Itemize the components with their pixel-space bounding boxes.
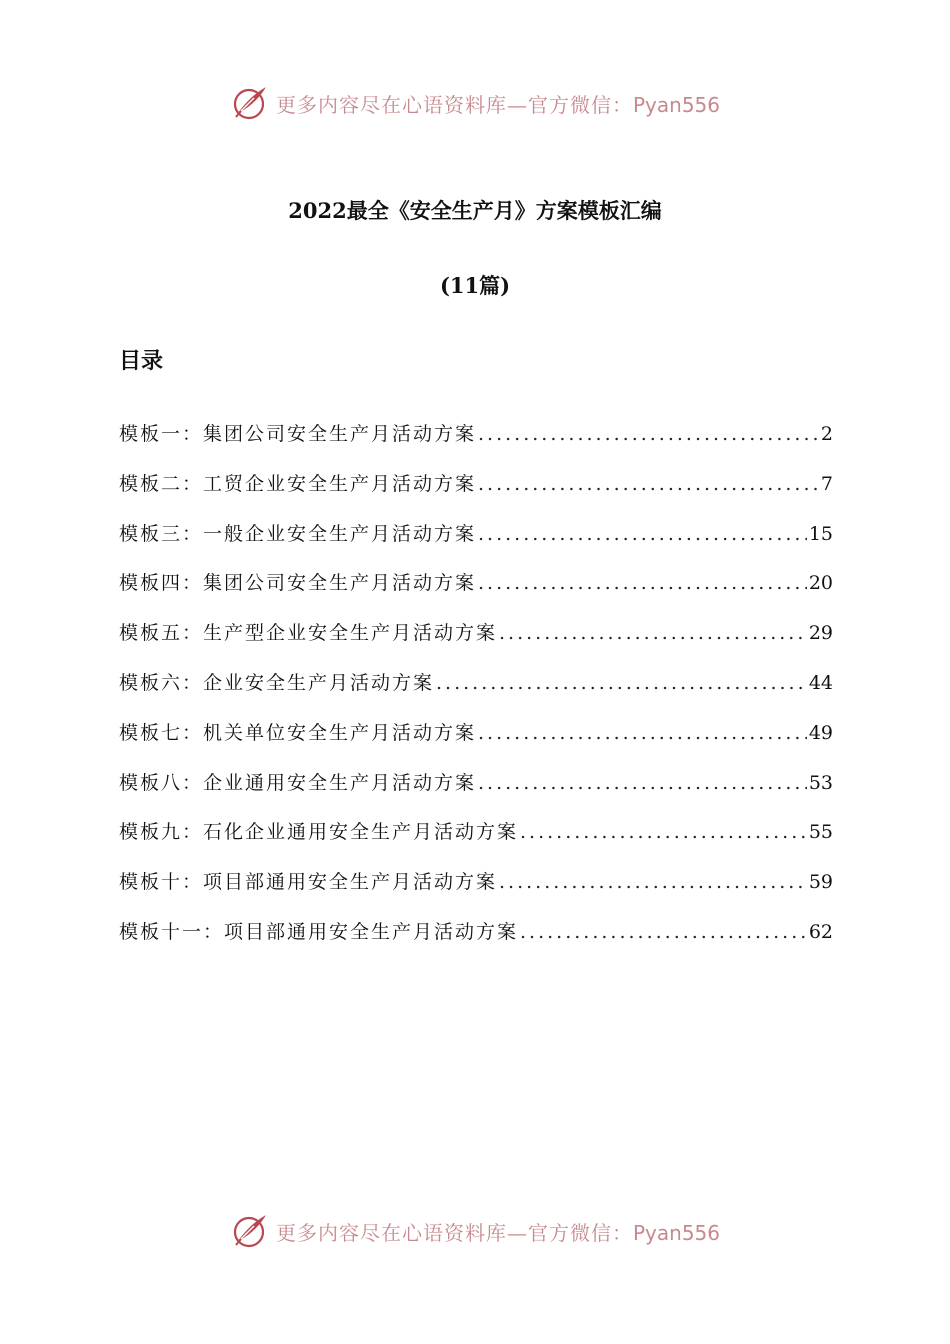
header-wechat-id: Pyan556: [632, 92, 720, 117]
toc-entry-page: 15: [808, 522, 833, 545]
toc-entry-label: 模板三：一般企业安全生产月活动方案: [119, 522, 477, 545]
toc-entry-label: 模板五：生产型企业安全生产月活动方案: [119, 622, 498, 645]
toc-entry-1[interactable]: [119, 419, 833, 469]
footer-banner: [0, 1206, 950, 1256]
toc-entry-page: 49: [808, 721, 833, 744]
document-subtitle: (11篇): [439, 273, 511, 298]
document-title: 2022最全《安全生产月》方案模板汇编: [288, 198, 662, 223]
toc-entry-label: 模板八：企业通用安全生产月活动方案: [119, 771, 477, 794]
quill-pen-logo-icon: [230, 83, 270, 123]
toc-entry-5[interactable]: [119, 618, 833, 668]
toc-leader-dots: [478, 523, 807, 545]
toc-entry-11[interactable]: [119, 917, 833, 967]
footer-banner-text: 更多内容尽在心语资料库—官方微信：Pyan556: [275, 1220, 720, 1245]
toc-leader-dots: [478, 572, 807, 594]
toc-entry-page: 7: [820, 472, 833, 495]
toc-leader-dots: [520, 921, 807, 943]
toc-entry-label: 模板四：集团公司安全生产月活动方案: [119, 572, 477, 595]
header-banner-content: [230, 83, 720, 123]
toc-leader-dots: [478, 473, 819, 495]
toc-entry-label: 模板七：机关单位安全生产月活动方案: [119, 721, 477, 744]
footer-wechat-id: Pyan556: [632, 1220, 720, 1245]
toc-leader-dots: [478, 722, 807, 744]
toc-leader-dots: [499, 871, 807, 893]
toc-entry-4[interactable]: [119, 568, 833, 618]
toc-leader-dots: [499, 622, 807, 644]
toc-entry-page: 20: [808, 572, 833, 595]
toc-entry-page: 2: [820, 423, 833, 445]
footer-banner-content: [230, 1211, 720, 1251]
toc-entry-label: 模板二：工贸企业安全生产月活动方案: [119, 472, 477, 495]
toc-entry-page: 55: [808, 821, 833, 844]
toc-entry-page: 44: [808, 671, 833, 694]
toc-entry-10[interactable]: [119, 867, 833, 917]
toc-leader-dots: [436, 672, 807, 694]
toc-entry-page: 29: [808, 622, 833, 645]
toc-entry-label: 模板一：集团公司安全生产月活动方案: [119, 423, 477, 445]
toc-entry-page: 62: [808, 920, 833, 943]
toc-entry-8[interactable]: [119, 768, 833, 818]
header-banner-text: 更多内容尽在心语资料库—官方微信：Pyan556: [275, 92, 720, 117]
quill-pen-logo-icon: [230, 1211, 270, 1251]
toc-heading: 目录: [119, 348, 164, 374]
toc-leader-dots: [478, 772, 807, 794]
toc-entry-6[interactable]: [119, 668, 833, 718]
toc-entry-label: 模板九：石化企业通用安全生产月活动方案: [119, 821, 519, 844]
toc-entry-label: 模板十：项目部通用安全生产月活动方案: [119, 871, 498, 894]
toc-entry-label: 模板六：企业安全生产月活动方案: [119, 671, 435, 694]
toc-leader-dots: [520, 821, 807, 843]
toc-entry-label: 模板十一：项目部通用安全生产月活动方案: [119, 920, 519, 943]
toc-entry-2[interactable]: [119, 469, 833, 519]
toc-entry-page: 59: [808, 871, 833, 894]
header-banner: [0, 78, 950, 128]
toc-entry-7[interactable]: [119, 718, 833, 768]
toc-entry-9[interactable]: [119, 817, 833, 867]
table-of-contents: [119, 419, 833, 967]
toc-entry-page: 53: [808, 771, 833, 794]
toc-entry-3[interactable]: [119, 519, 833, 569]
toc-leader-dots: [478, 423, 819, 445]
